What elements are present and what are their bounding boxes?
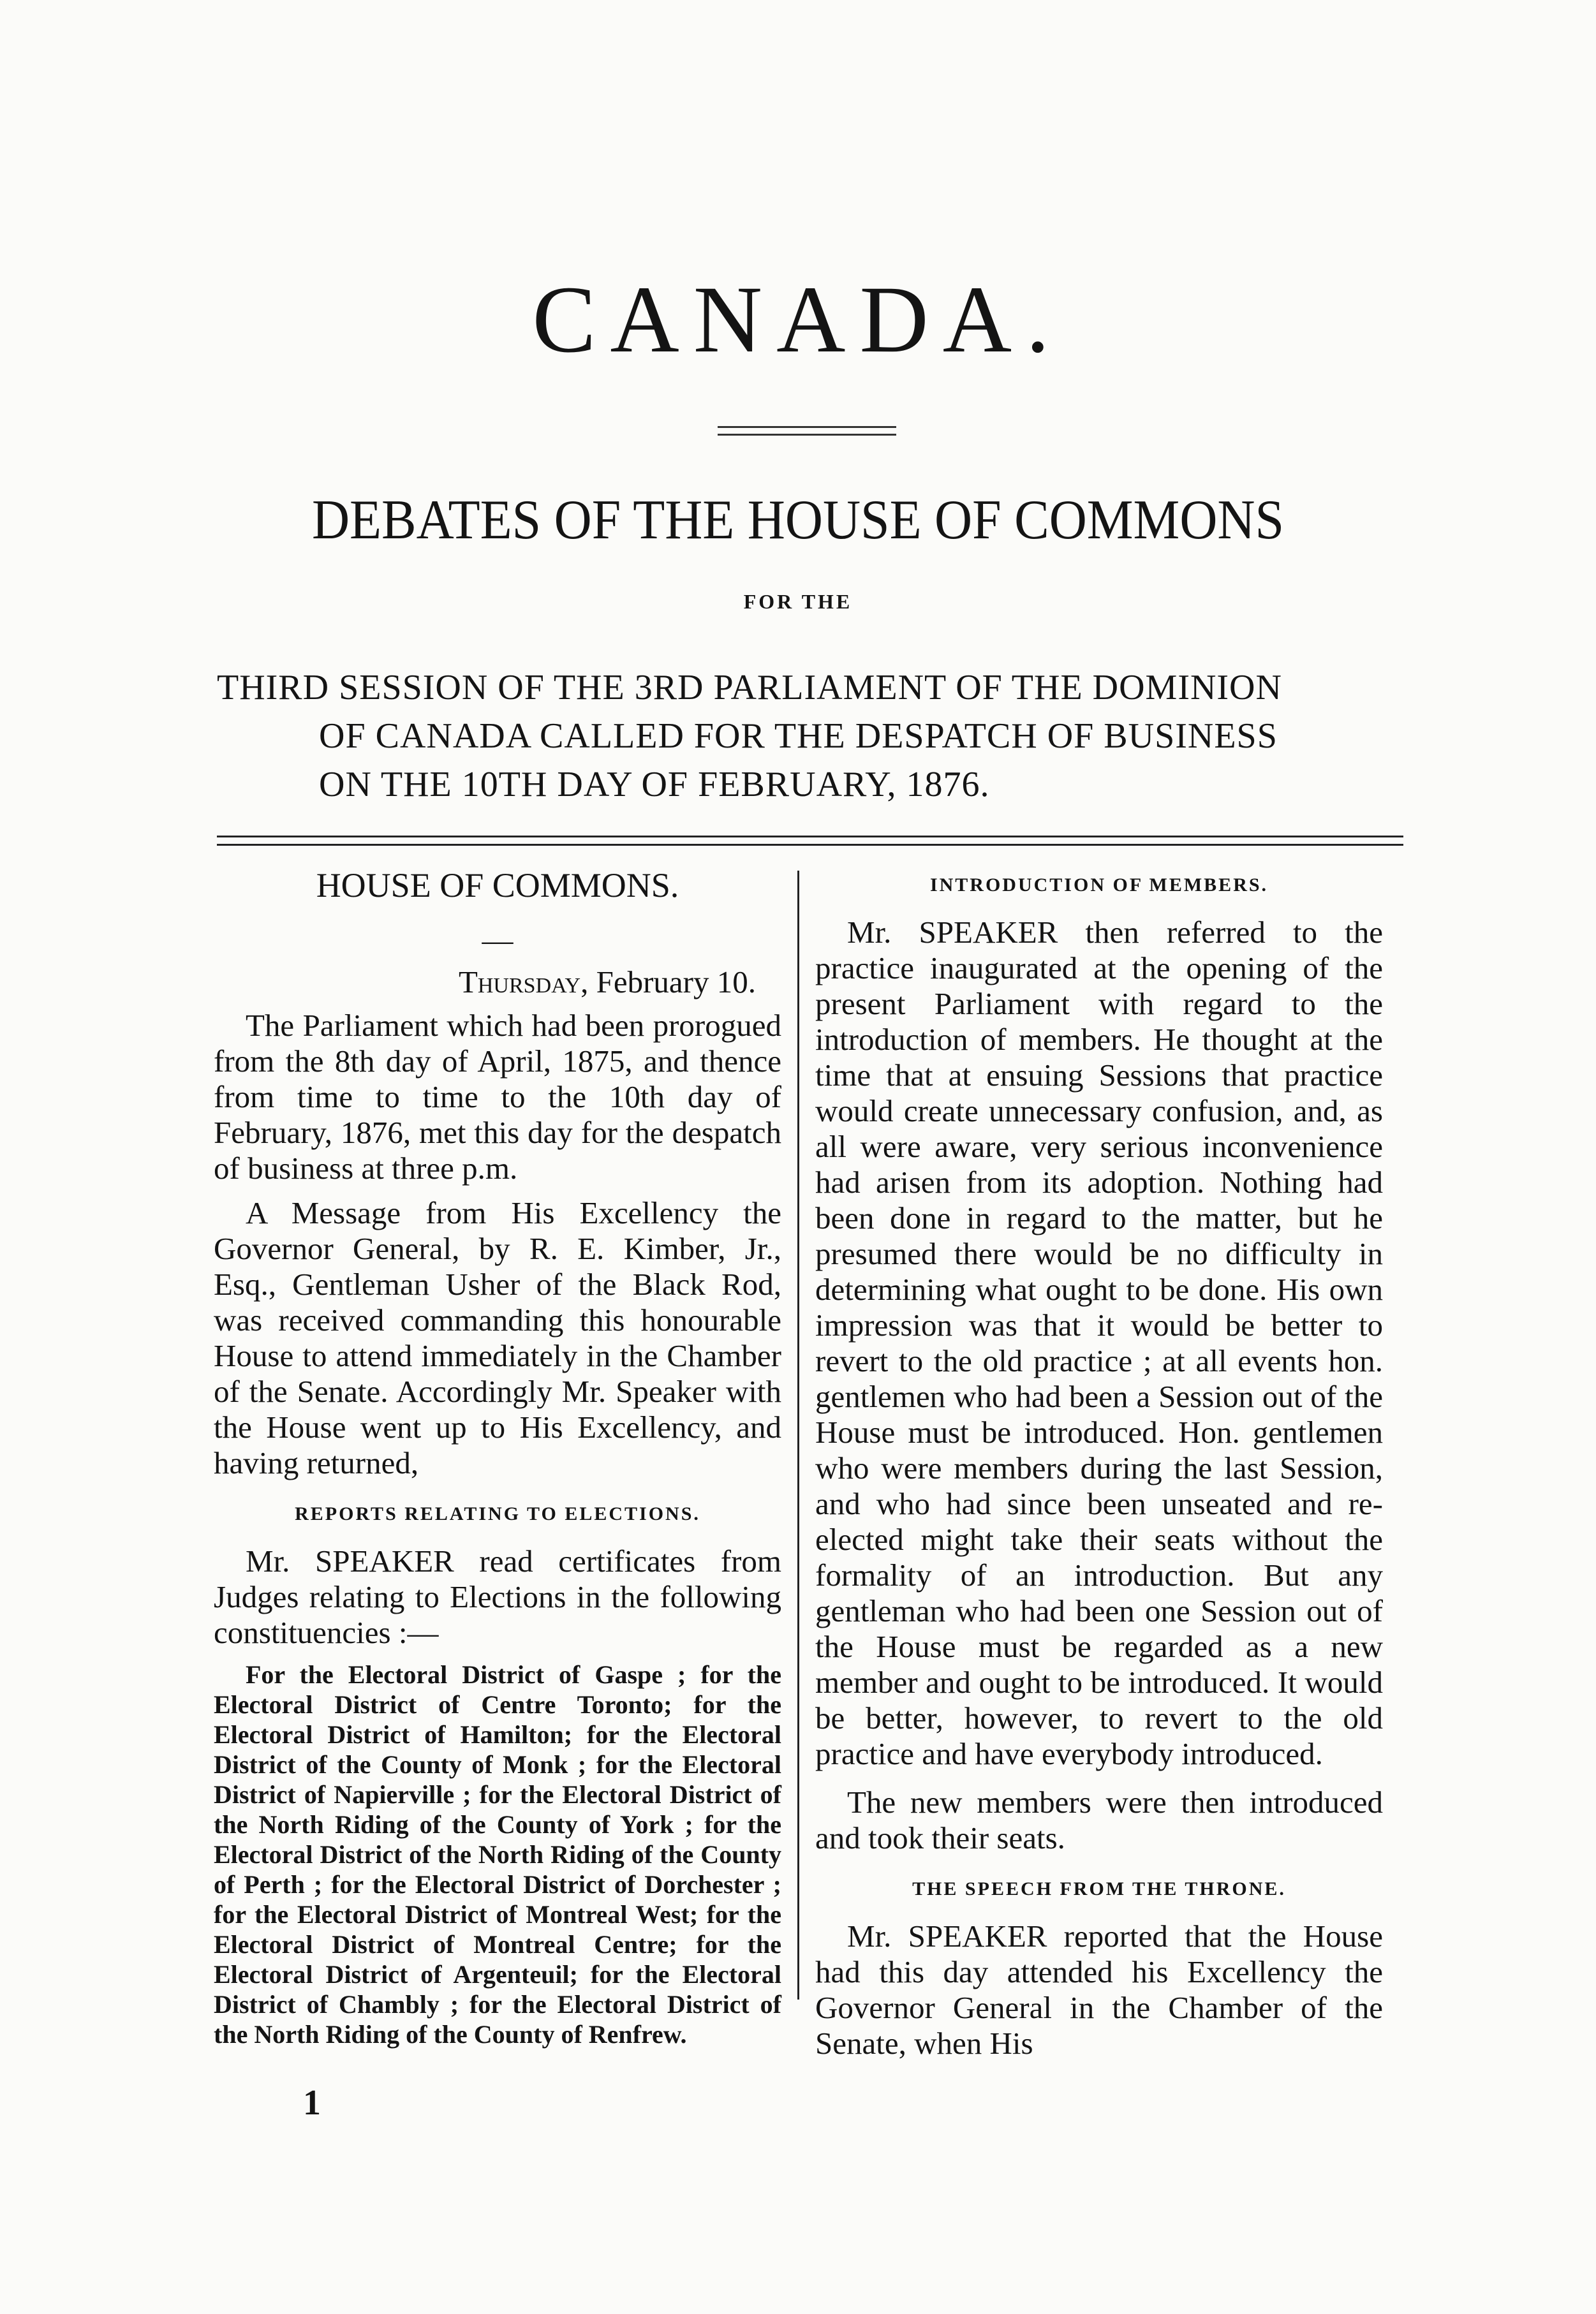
column-divider	[797, 871, 799, 2000]
title-rule-bottom	[718, 434, 896, 436]
session-line-2: OF CANADA CALLED FOR THE DESPATCH OF BUSINESS	[319, 716, 1278, 756]
session-line-3: ON THE 10TH DAY OF FEBRUARY, 1876.	[319, 765, 990, 804]
dateline	[214, 964, 781, 1000]
subhead-introduction-of-members: INTRODUCTION OF MEMBERS.	[929, 874, 1269, 895]
header-double-rule	[217, 836, 1403, 846]
subhead-speech-from-throne: THE SPEECH FROM THE THRONE.	[912, 1878, 1286, 1899]
paragraph-black-rod-message: A Message from His Excellency the Governor General, by R. E. Kimber, Jr., Esq., Gentleman Usher of the Black Rod, was received commanding this honourable House to attend immediately in the Chamber of the Senate. Accordingly Mr. Speaker with the House went up to His Excellency, and having returned,	[214, 1195, 781, 1480]
paragraph-new-members: The new members were then introduced and took their seats.	[815, 1785, 1383, 1855]
dateline-date: February 10.	[596, 964, 756, 999]
title-rule-top	[718, 426, 896, 428]
page-title: CANADA.	[532, 267, 1064, 372]
paragraph-speaker-reported: Mr. SPEAKER reported that the House had this day attended his Excellency the Governor General in the Chamber of the Senate, when His	[815, 1919, 1383, 2061]
session-description	[217, 663, 1403, 809]
section-dash: —	[482, 922, 514, 957]
paragraph-speaker-certificates: Mr. SPEAKER read certificates from Judges relating to Elections in the following constituencies :—	[214, 1544, 781, 1650]
left-column	[214, 867, 781, 2058]
paragraph-speaker-practice: Mr. SPEAKER then referred to the practice inaugurated at the opening of the present Parliament with regard to the introduction of members. He thought at the time that at ensuing Sessions that practice would create unnecessary confusion, and, as all were aware, very serious inconvenience had arisen from its adoption. Nothing had been done in regard to the matter, but he presumed there would be no difficulty in determining what ought to be done. His own impression was that it would be better to revert to the old practice ; at all events hon. gentlemen who had been a Session out of the House must be introduced. Hon. gentlemen who were members during the last Session, and who had since been unseated and re-elected might take their seats without the formality of an introduction. But any gentleman who had been one Session out of the House must be regarded as a new member and ought to be introduced. It would be better, however, to revert to the old practice and have everybody introduced.	[815, 915, 1383, 1771]
subhead-reports-elections: REPORTS RELATING TO ELECTIONS.	[295, 1503, 700, 1524]
right-column	[815, 867, 1383, 2070]
page-number: 1	[303, 2083, 321, 2123]
session-line-1: THIRD SESSION OF THE 3RD PARLIAMENT OF THE DOMINION	[217, 668, 1282, 707]
paragraph-parliament-met: The Parliament which had been prorogued from the 8th day of April, 1875, and thence from time to time to the 10th day of February, 1876, met this day for the despatch of business at three p.m.	[214, 1008, 781, 1186]
for-the-label: FOR THE	[743, 590, 853, 613]
section-heading-house-of-commons: HOUSE OF COMMONS.	[316, 866, 679, 904]
electoral-districts-list: For the Electoral District of Gaspe ; for the Electoral District of Centre Toronto; for the Electoral District of Hamilton; for the Electoral District of the County of Monk ; for the Electoral District of Napierville ; for the Electoral District of the North Riding of the County of York ; for the Electoral District of the North Riding of the County of Perth ; for the Electoral District of Dorchester ; for the Electoral District of Montreal West; for the Electoral District of Montreal Centre; for the Electoral District of Argenteuil; for the Electoral District of Chambly ; for the Electoral District of the North Riding of the County of Renfrew.	[214, 1660, 781, 2049]
dateline-day: Thursday,	[458, 964, 589, 999]
page-subtitle: DEBATES OF THE HOUSE OF COMMONS	[311, 489, 1285, 551]
